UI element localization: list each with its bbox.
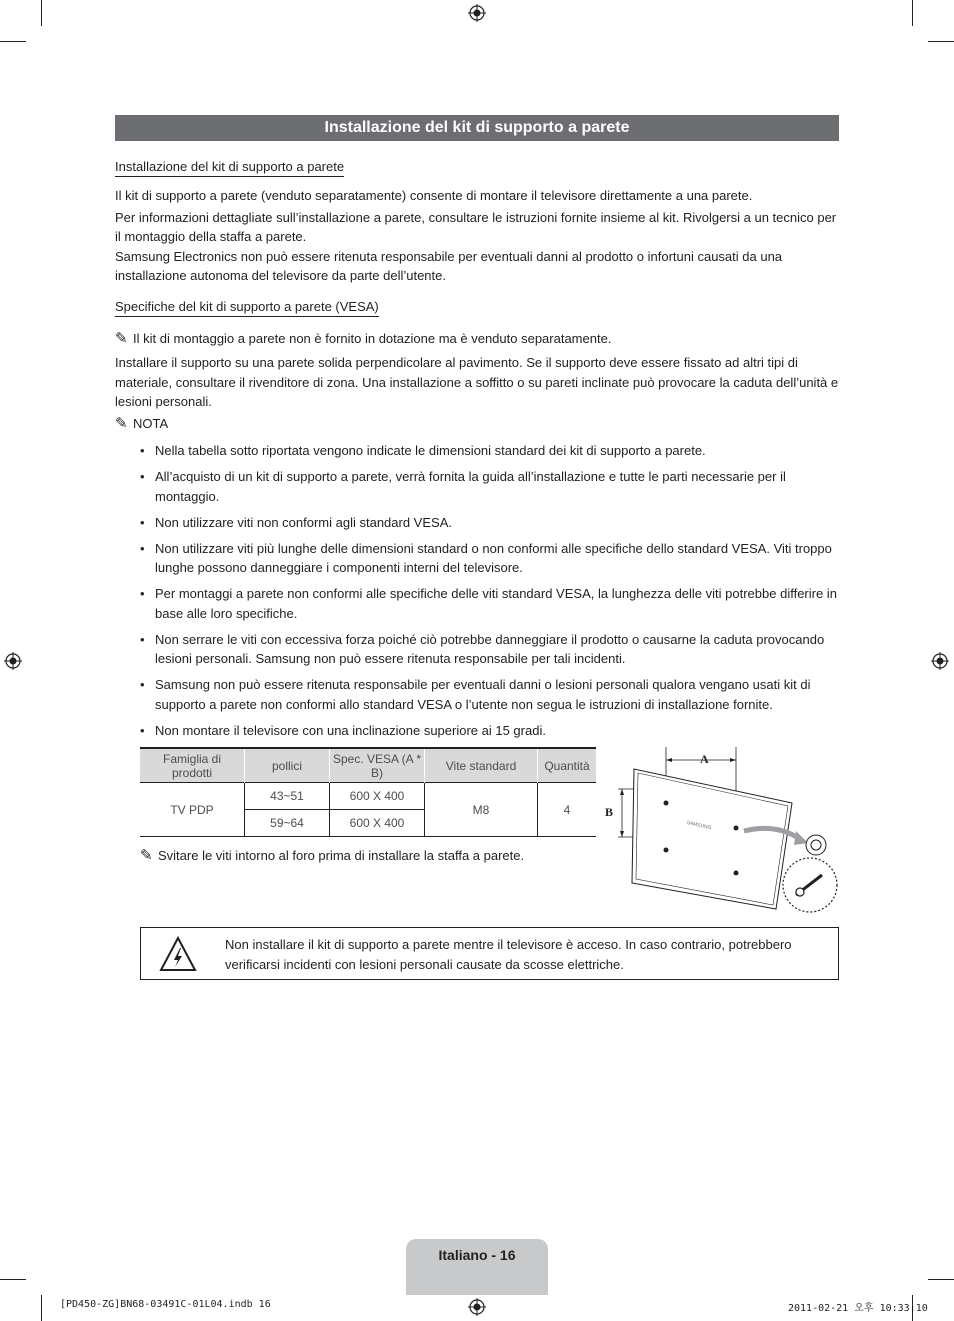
list-item: • Samsung non può essere ritenuta responsabile per eventuali danni o lesioni personali qualora vengano usati kit di supporto a parete non conformi allo standard VESA o l’utente non segua le istruzioni di installazione fornite. (140, 677, 811, 712)
list-item-text: Per montaggi a parete non conformi alle specifiche delle viti standard VESA, la lunghezza delle viti potrebbe differire in base alle loro specifiche. (155, 586, 837, 621)
list-item-text: Non montare il televisore con una inclinazione superiore ai 15 gradi. (155, 722, 546, 738)
crop-mark (928, 41, 954, 42)
arrow-head (620, 789, 624, 795)
arrow-head (730, 758, 736, 762)
table-header-row (140, 748, 596, 783)
column-header: Famiglia di prodotti (140, 748, 245, 783)
registration-mark-icon (468, 4, 486, 22)
section-title: Installazione del kit di supporto a parete (115, 115, 839, 141)
note-pencil-icon: ✎ (140, 847, 153, 864)
note-text: Il kit di montaggio a parete non è fornito in dotazione ma è venduto separatamente. (133, 331, 612, 346)
screw-hole-icon (664, 801, 669, 806)
arrow-head (620, 831, 624, 837)
crop-mark (41, 0, 42, 26)
registration-mark-icon (4, 652, 22, 670)
note-heading (115, 414, 168, 433)
note-unscrew (140, 846, 524, 865)
tv-back-panel (632, 769, 792, 909)
wall-mount-diagram (596, 743, 844, 915)
crop-mark (912, 0, 913, 26)
column-header: Spec. VESA (A * B) (330, 748, 425, 783)
note-pencil-icon: ✎ (115, 330, 128, 347)
paragraph: Per informazioni dettagliate sull’installazione a parete, consultare le istruzioni fornite insieme al kit. Rivolgersi a un tecnico per il montaggio della staffa a parete. (115, 209, 837, 244)
spacer-icon (806, 835, 826, 855)
note-not-included (115, 329, 611, 348)
crop-mark (0, 41, 26, 42)
list-item: • Non utilizzare viti più lunghe delle dimensioni standard o non conformi alle specifiche dello standard VESA. Viti troppo lunghe possono danneggiare i componenti interni del televisore. (140, 540, 832, 575)
note-label: NOTA (133, 416, 169, 431)
table-cell-inches: 43~51 (245, 783, 330, 810)
dimension-label-b: B (605, 805, 614, 819)
registration-mark-icon (931, 652, 949, 670)
crop-mark (0, 1279, 26, 1280)
list-item-text: Non utilizzare viti non conformi agli standard VESA. (155, 514, 452, 530)
list-item: • Non utilizzare viti non conformi agli standard VESA. (140, 514, 452, 530)
registration-mark-icon (468, 1298, 486, 1316)
file-slug: [PD450-ZG]BN68-03491C-01L04.indb 16 (60, 1299, 271, 1310)
list-item: • Nella tabella sotto riportata vengono indicate le dimensioni standard dei kit di supporto a parete. (140, 443, 706, 458)
table-row (140, 783, 596, 810)
table-cell-inches: 59~64 (245, 810, 330, 837)
dimension-label-a: A (700, 752, 709, 766)
list-item: • Non montare il televisore con una inclinazione superiore ai 15 gradi. (140, 722, 546, 738)
column-header: Vite standard (425, 748, 538, 783)
notes-list (140, 441, 840, 747)
install-intro (115, 186, 841, 286)
screw-head-icon (796, 888, 804, 896)
table-cell-vesa: 600 X 400 (330, 783, 425, 810)
warning-triangle-icon (159, 936, 197, 972)
list-item: • All’acquisto di un kit di supporto a parete, verrà fornita la guida all’installazione e tutte le parti necessarie per il montaggio. (140, 469, 786, 504)
timestamp-slug: 2011-02-21 오후 10:33:10 (788, 1303, 928, 1314)
subsection-heading-vesa: Specifiche del kit di supporto a parete (VESA) (115, 299, 379, 317)
column-header: Quantità (538, 748, 597, 783)
list-item-text: Non utilizzare viti più lunghe delle dimensioni standard o non conformi alle specifiche dello standard VESA. Viti troppo lunghe possono danneggiare i componenti interni del televisore. (155, 540, 832, 575)
paragraph: Il kit di supporto a parete (venduto separatamente) consente di montare il televisore direttamente a una parete. (115, 188, 753, 203)
list-item-text: Samsung non può essere ritenuta responsabile per eventuali danni o lesioni personali qualora vengano usati kit di supporto a parete non conformi allo standard VESA o l’utente non segua le istruzioni di installazione fornite. (155, 677, 811, 712)
screw-hole-icon (734, 826, 739, 831)
column-header: pollici (245, 748, 330, 783)
arrow-head (666, 758, 672, 762)
vesa-spec-table (140, 747, 596, 837)
screw-hole-icon (734, 871, 739, 876)
list-item-text: All’acquisto di un kit di supporto a parete, verrà fornita la guida all’installazione e tutte le parti necessarie per il montaggio. (155, 469, 786, 504)
subsection-heading-install: Installazione del kit di supporto a parete (115, 159, 344, 177)
list-item: • Non serrare le viti con eccessiva forza poiché ciò potrebbe danneggiare il prodotto o causarne la caduta provocando lesioni personali. Samsung non può essere ritenuta responsabile per tali incidenti. (140, 631, 825, 666)
note-text: Svitare le viti intorno al foro prima di installare la staffa a parete. (158, 848, 525, 863)
crop-mark (41, 1295, 42, 1321)
brand-logo: SAMSUNG (685, 819, 712, 832)
note-pencil-icon: ✎ (115, 415, 128, 432)
vesa-paragraph: Installare il supporto su una parete solida perpendicolare al pavimento. Se il supporto deve essere fissato ad altri tipi di materiale, consultare il rivenditore di zona. Una installazione a soffitto o su pareti inclinate può provocare la caduta dell’unità e lesioni personali. (115, 355, 839, 409)
table-cell-screw: M8 (425, 783, 538, 837)
page-number-tab: Italiano - 16 (406, 1239, 548, 1295)
crop-mark (928, 1279, 954, 1280)
paragraph: Samsung Electronics non può essere ritenuta responsabile per eventuali danni al prodotto o infortuni causati da una installazione autonoma del televisore da parte dell’utente. (115, 248, 783, 283)
table-cell-vesa: 600 X 400 (330, 810, 425, 837)
list-item-text: Non serrare le viti con eccessiva forza poiché ciò potrebbe danneggiare il prodotto o causarne la caduta provocando lesioni personali. Samsung non può essere ritenuta responsabile per tali incidenti. (155, 631, 825, 666)
caution-text: Non installare il kit di supporto a parete mentre il televisore è acceso. In caso contrario, potrebbero verificarsi incidenti con lesioni personali causate da scosse elettriche. (225, 937, 792, 972)
table-cell-family: TV PDP (140, 783, 245, 837)
table-cell-quantity: 4 (538, 783, 597, 837)
screw-hole-icon (664, 848, 669, 853)
list-item: • Per montaggi a parete non conformi alle specifiche delle viti standard VESA, la lunghezza delle viti potrebbe differire in base alle loro specifiche. (140, 586, 837, 621)
caution-box (140, 927, 839, 980)
list-item-text: Nella tabella sotto riportata vengono indicate le dimensioni standard dei kit di supporto a parete. (155, 443, 706, 458)
